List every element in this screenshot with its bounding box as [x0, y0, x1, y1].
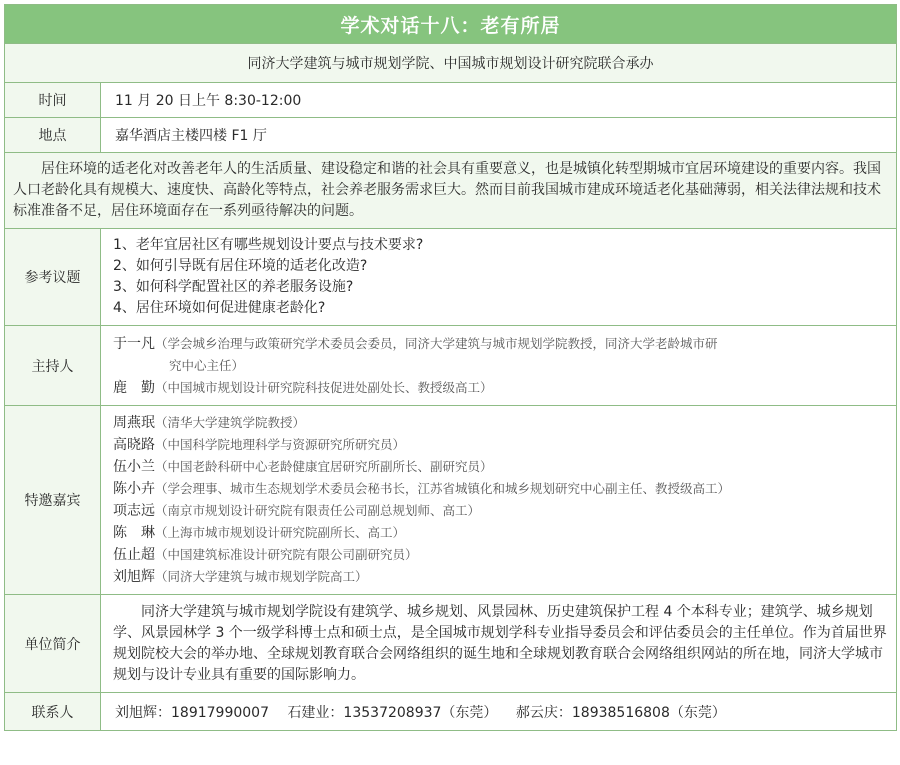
hosts-list [101, 326, 897, 406]
intro-paragraph: 居住环境的适老化对改善老年人的生活质量、建设稳定和谐的社会具有重要意义，也是城镇化转型期城市宜居环境建设的重要内容。我国人口老龄化具有规模大、速度快、高龄化等特点，社会养老服务需求巨大。然而目前我国城市建成环境适老化基础薄弱，相关法律法规和技术标准准备不足，居住环境面存在一系列亟待解决的问题。 [5, 153, 897, 229]
guest-note: （同济大学建筑与城市规划学院高工） [155, 569, 368, 584]
guest-note: （学会理事、城市生态规划学术委员会秘书长，江苏省城镇化和城乡规划研究中心副主任、教授级高工） [155, 481, 731, 496]
guest-name: 周燕珉 [113, 415, 155, 431]
guest-note: （中国科学院地理科学与资源研究所研究员） [155, 437, 406, 452]
host-note: （中国城市规划设计研究院科技促进处副处长、教授级高工） [155, 379, 493, 395]
contact-item: 郝云庆：18938516808（东莞） [515, 704, 726, 721]
topic-item: 3、如何科学配置社区的养老服务设施? [113, 279, 354, 295]
host-item [113, 377, 888, 399]
unit-intro: 同济大学建筑与城市规划学院设有建筑学、城乡规划、风景园林、历史建筑保护工程 4 个本科专业；建筑学、城乡规划学、风景园林学 3 个一级学科博士点和硕士点，是全国城市规划学科专业指导委员会和评估委员会的主任单位。作为首届世界规划院校大会的举办地、全球规划教育联合会网络组织的诞生地和全球规划教育联合会网络组织网站的所在地，同济大学城市规划与设计专业具有重要的国际影响力。 [101, 595, 897, 693]
guest-item [113, 522, 888, 544]
guest-name: 陈 琳 [113, 525, 155, 541]
guest-name: 陈小卉 [113, 481, 155, 497]
guest-item [113, 478, 888, 500]
contact-item: 刘旭辉：18917990007 [115, 704, 269, 721]
page-title: 学术对话十八：老有所居 [5, 5, 897, 44]
guest-note: （南京市规划设计研究院有限责任公司副总规划师、高工） [155, 503, 481, 518]
topic-item: 1、老年宜居社区有哪些规划设计要点与技术要求? [113, 237, 424, 253]
host-item [113, 333, 888, 355]
contact-list [101, 693, 897, 731]
guest-item [113, 456, 888, 478]
guest-name: 刘旭辉 [113, 569, 155, 585]
guest-item [113, 412, 888, 434]
guest-item [113, 434, 888, 456]
host-note: （学会城乡治理与政策研究学术委员会委员，同济大学建筑与城市规划学院教授，同济大学老龄城市研 [155, 335, 718, 351]
guest-item [113, 544, 888, 566]
topic-item: 2、如何引导既有居住环境的适老化改造? [113, 258, 368, 274]
guest-name: 伍止超 [113, 547, 155, 563]
time-label: 时间 [5, 83, 101, 118]
host-note-line2: 究中心主任） [169, 357, 245, 373]
contact-item: 石建业：13537208937（东莞） [287, 704, 498, 721]
contact-label: 联系人 [5, 693, 101, 731]
host-name: 于一凡 [113, 335, 155, 352]
topics-label: 参考议题 [5, 229, 101, 326]
guest-name: 项志远 [113, 503, 155, 519]
guest-item [113, 500, 888, 522]
guest-name: 伍小兰 [113, 459, 155, 475]
guest-item [113, 566, 888, 588]
guest-note: （清华大学建筑学院教授） [155, 415, 306, 430]
hosts-label: 主持人 [5, 326, 101, 406]
event-table [4, 4, 897, 731]
guest-name: 高晓路 [113, 437, 155, 453]
guest-note: （中国老龄科研中心老龄健康宜居研究所副所长、副研究员） [155, 459, 493, 474]
place-value: 嘉华酒店主楼四楼 F1 厅 [101, 118, 897, 153]
guest-note: （上海市城市规划设计研究院副所长、高工） [155, 525, 406, 540]
guests-label: 特邀嘉宾 [5, 406, 101, 595]
host-note-continued [113, 355, 888, 377]
place-label: 地点 [5, 118, 101, 153]
guests-list [101, 406, 897, 595]
unit-label: 单位简介 [5, 595, 101, 693]
guest-note: （中国建筑标准设计研究院有限公司副研究员） [155, 547, 418, 562]
topic-item: 4、居住环境如何促进健康老龄化? [113, 300, 326, 316]
host-name: 鹿 勤 [113, 379, 155, 396]
topics-list [101, 229, 897, 326]
time-value: 11 月 20 日上午 8:30-12:00 [101, 83, 897, 118]
organizer-line: 同济大学建筑与城市规划学院、中国城市规划设计研究院联合承办 [5, 44, 897, 83]
